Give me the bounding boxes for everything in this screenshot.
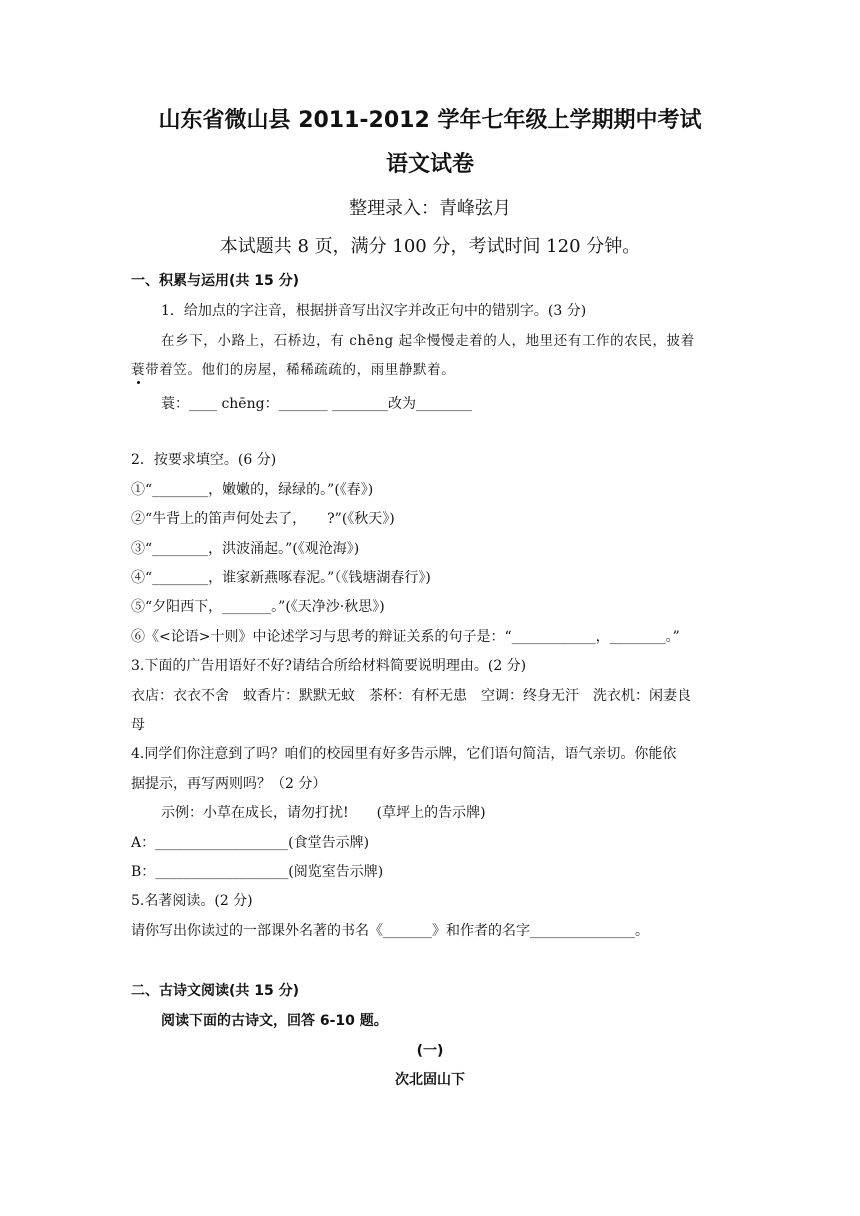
section2-heading: 二、古诗文阅读(共 15 分) [131, 983, 300, 999]
q2-item: ①“________，嫩嫩的，绿绿的。”(《春》) [131, 482, 374, 498]
exam-title: 山东省微山县 2011-2012 学年七年级上学期期中考试 [158, 108, 702, 133]
q1-passage-line2: 蓑带着笠。他们的房屋，稀稀疏疏的，雨里静默着。 [131, 362, 456, 378]
part-label: (一) [416, 1043, 444, 1059]
q2-item: ②“牛背上的笛声何处去了， ?”(《秋天》) [131, 511, 395, 527]
q4-example: 示例：小草在成长，请勿打扰! (草坪上的告示牌) [161, 805, 486, 821]
q1-answer-line: 蓑：____ chēng：_______ ________改为________ [161, 396, 473, 412]
emphasis-dot [137, 381, 140, 384]
q3-prompt: 3.下面的广告用语好不好?请结合所给材料简要说明理由。(2 分) [131, 658, 527, 674]
section2-intro: 阅读下面的古诗文，回答 6-10 题。 [161, 1013, 388, 1029]
q2-prompt: 2．按要求填空。(6 分) [131, 452, 277, 468]
q2-item: ④“________，谁家新燕啄春泥。”（《钱塘湖春行》) [131, 570, 431, 586]
q2-item: ⑤“夕阳西下，_______。”(《天净沙·秋思》) [131, 599, 385, 615]
q4-answer-b: B：___________________(阅览室告示牌) [131, 864, 384, 880]
q5-prompt: 5.名著阅读。(2 分) [131, 893, 253, 909]
q3-line1: 衣店：衣衣不舍 蚊香片：默默无蚊 茶杯：有杯无患 空调：终身无汗 洗衣机：闲妻良 [131, 688, 691, 704]
poem-title: 次北固山下 [395, 1072, 465, 1088]
q4-prompt-line2: 据提示，再写两则吗？（2 分） [131, 776, 327, 792]
section1-heading: 一、积累与运用(共 15 分) [131, 273, 300, 289]
q4-answer-a: A：___________________(食堂告示牌) [131, 835, 370, 851]
q1-prompt: 1．给加点的字注音，根据拼音写出汉字并改正句中的错别字。(3 分) [161, 303, 587, 319]
q3-line2: 母 [131, 717, 145, 733]
q2-item: ③“________，洪波涌起。”(《观沧海》) [131, 541, 360, 557]
q5-line: 请你写出你读过的一部课外名著的书名《_______》和作者的名字_______________。 [131, 923, 649, 939]
compiler-credit: 整理录入：青峰弦月 [349, 198, 511, 219]
exam-subtitle: 语文试卷 [385, 152, 474, 177]
q4-prompt-line1: 4.同学们你注意到了吗？咱们的校园里有好多告示牌，它们语句简洁，语气亲切。你能依 [131, 746, 677, 762]
q2-item: ⑥《<论语>十则》中论述学习与思考的辩证关系的句子是：“____________，________。” [131, 629, 680, 645]
exam-info: 本试题共 8 页，满分 100 分，考试时间 120 分钟。 [219, 236, 641, 257]
q1-passage-line1: 在乡下，小路上，石桥边，有 chēng 起伞慢慢走着的人，地里还有工作的农民，披着 [161, 333, 695, 349]
